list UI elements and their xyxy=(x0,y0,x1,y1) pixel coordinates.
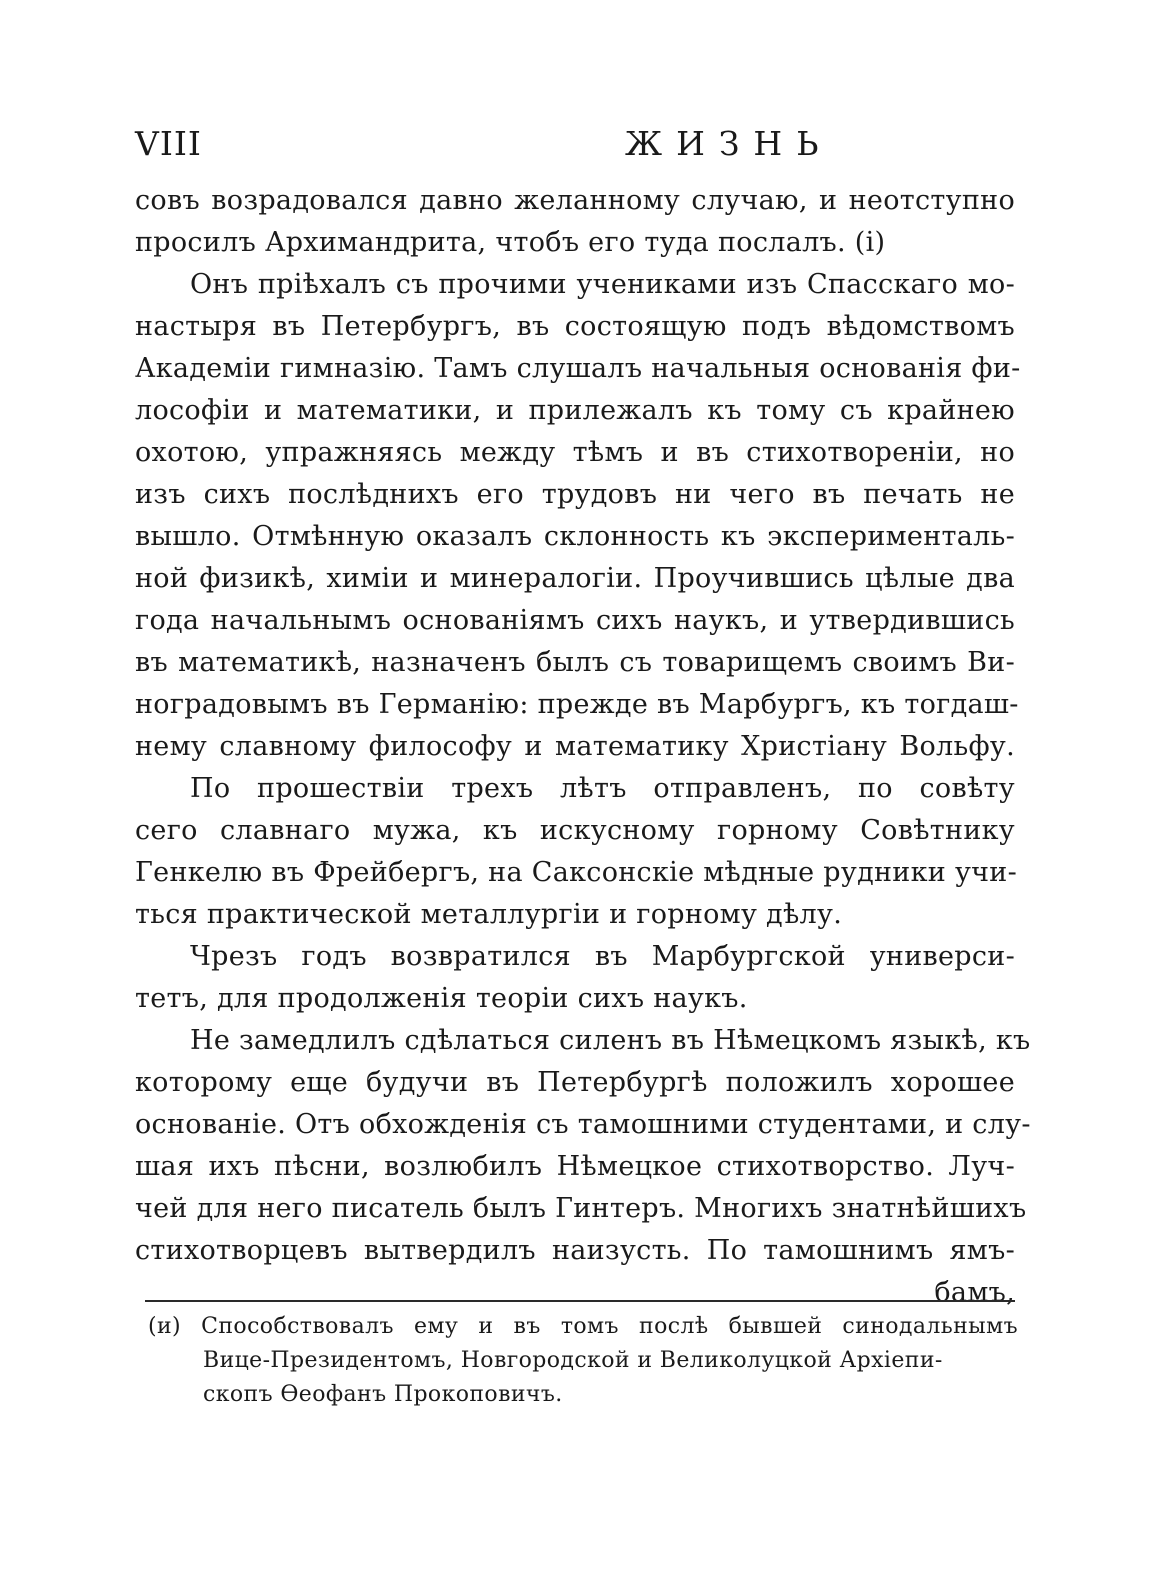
text-line: Чрезъ годъ возвратился въ Марбургской универси- xyxy=(190,941,1015,972)
text-line: изъ сихъ послѣднихъ его трудовъ ни чего въ печать не xyxy=(135,479,1015,510)
text-line: Академiи гимназiю. Тамъ слушалъ начальныя основанiя фи- xyxy=(135,353,1021,384)
text-line: Не замедлилъ сдѣлаться силенъ въ Нѣмецкомъ языкѣ, къ xyxy=(190,1025,1031,1056)
text-line: По прошествiи трехъ лѣтъ отправленъ, по совѣту xyxy=(190,773,1015,804)
text-line: ной физикѣ, химiи и минералогiи. Проучившись цѣлые два xyxy=(135,563,1015,594)
footnote-line: скопъ Ѳеофанъ Прокоповичъ. xyxy=(203,1382,563,1407)
text-line: нему славному философу и математику Христiану Вольфу. xyxy=(135,731,1015,762)
running-title: ЖИЗНЬ xyxy=(625,124,833,163)
catchword: бамъ, xyxy=(934,1277,1015,1308)
text-line: года начальнымъ основанiямъ сихъ наукъ, и утвердившись xyxy=(135,605,1015,636)
text-line: шая ихъ пѣсни, возлюбилъ Нѣмецкое стихотворство. Луч- xyxy=(135,1151,1015,1182)
footnote xyxy=(148,1310,1018,1412)
text-line: тетъ, для продолженiя теорiи сихъ наукъ. xyxy=(135,983,748,1014)
text-line: настыря въ Петербургъ, въ состоящую подъ вѣдомствомъ xyxy=(135,311,1015,342)
text-line: основанiе. Отъ обхожденiя съ тамошними студентами, и слу- xyxy=(135,1109,1031,1140)
footnote-line: Вице-Президентомъ, Новгородской и Великолуцкой Архiепи- xyxy=(203,1348,943,1373)
footnote-divider xyxy=(145,1300,1015,1302)
text-line: совъ возрадовался давно желанному случаю, и неотступно xyxy=(135,185,1015,216)
page-number: VIII xyxy=(135,124,202,163)
text-line: ться практической металлургiи и горному дѣлу. xyxy=(135,899,843,930)
text-line: которому еще будучи въ Петербургѣ положилъ хорошее xyxy=(135,1067,1015,1098)
text-line: лософiи и математики, и прилежалъ къ тому съ крайнею xyxy=(135,395,1015,426)
text-line: ноградовымъ въ Германiю: прежде въ Марбургъ, къ тогдаш- xyxy=(135,689,1019,720)
text-line: стихотворцевъ вытвердилъ наизусть. По тамошнимъ ямъ- xyxy=(135,1235,1015,1266)
body-text xyxy=(135,180,1031,1314)
text-line: въ математикѣ, назначенъ былъ съ товарищемъ своимъ Ви- xyxy=(135,647,1015,678)
text-line: Онъ прiѣхалъ съ прочими учениками изъ Спасскаго мо- xyxy=(190,269,1015,300)
text-line: Генкелю въ Фрейбергъ, на Саксонскiе мѣдные рудники учи- xyxy=(135,857,1018,888)
text-line: чей для него писатель былъ Гинтеръ. Многихъ знатнѣйшихъ xyxy=(135,1193,1027,1224)
text-line: сего славнаго мужа, къ искусному горному Совѣтнику xyxy=(135,815,1015,846)
page-header xyxy=(135,124,1015,168)
text-line: охотою, упражняясь между тѣмъ и въ стихотворенiи, но xyxy=(135,437,1015,468)
text-line: просилъ Архимандрита, чтобъ его туда послалъ. (i) xyxy=(135,227,886,258)
text-line: вышло. Отмѣнную оказалъ склонность къ эксперименталь- xyxy=(135,521,1015,552)
footnote-line: (и) Способствовалъ ему и въ томъ послѣ бывшей синодальнымъ xyxy=(148,1314,1018,1339)
